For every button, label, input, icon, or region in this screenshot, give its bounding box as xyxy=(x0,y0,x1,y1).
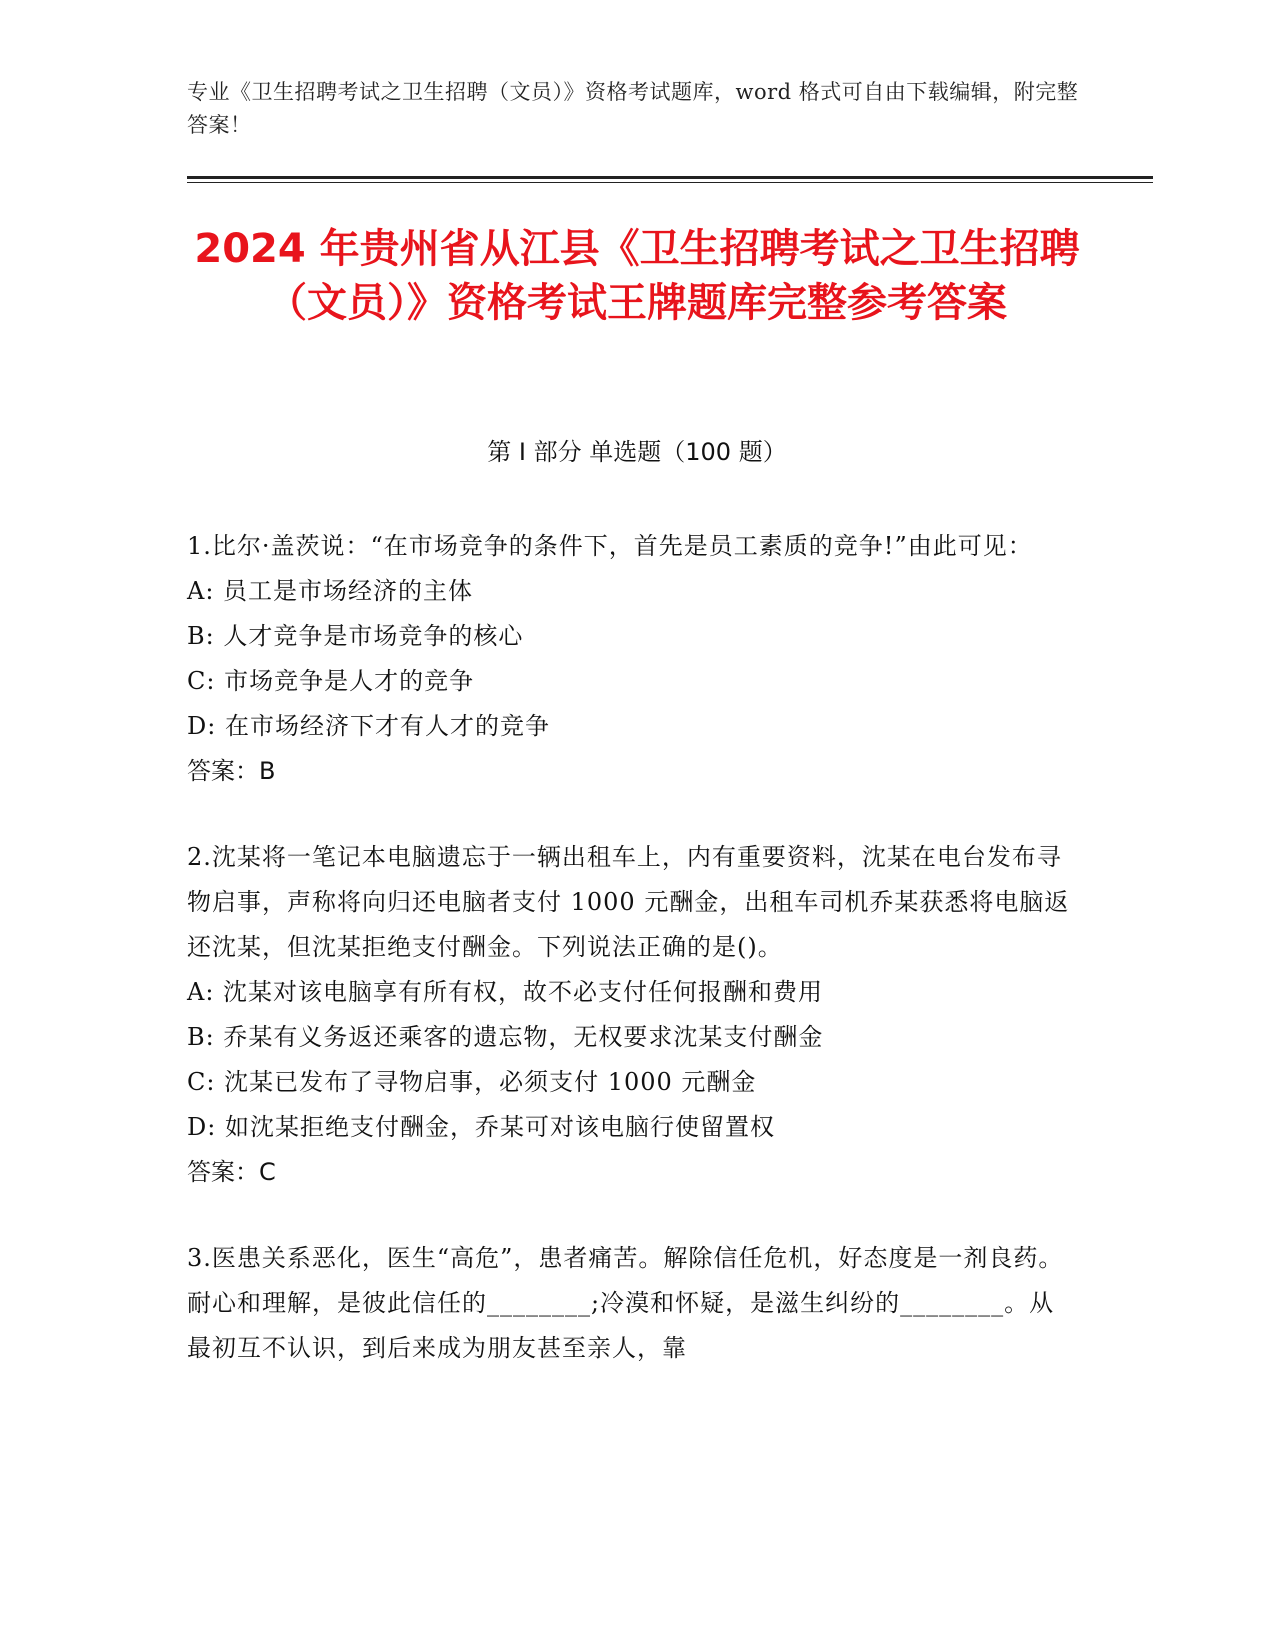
option-b: B: 乔某有义务返还乘客的遗忘物，无权要求沈某支付酬金 xyxy=(187,1023,824,1051)
question-1 xyxy=(187,524,1077,794)
header-note: 专业《卫生招聘考试之卫生招聘（文员）》资格考试题库，word 格式可自由下载编辑，附完整答案！ xyxy=(187,80,1079,137)
option-a: A: 员工是市场经济的主体 xyxy=(187,577,474,605)
answer: 答案：B xyxy=(187,757,276,785)
section-title: 第 I 部分 单选题（100 题） xyxy=(487,438,787,466)
option-d: D: 如沈某拒绝支付酬金，乔某可对该电脑行使留置权 xyxy=(187,1113,775,1141)
question-list xyxy=(187,524,1077,1412)
question-stem: 1.比尔·盖茨说：“在市场竞争的条件下，首先是员工素质的竞争!”由此可见： xyxy=(187,532,1033,560)
question-3 xyxy=(187,1236,1077,1371)
question-stem: 2.沈某将一笔记本电脑遗忘于一辆出租车上，内有重要资料，沈某在电台发布寻物启事，声称将向归还电脑者支付 1000 元酬金，出租车司机乔某获悉将电脑返还沈某，但沈某拒绝支付酬金。下列说法正确的是()。 xyxy=(187,843,1070,961)
answer: 答案：C xyxy=(187,1158,276,1186)
option-c: C: 沈某已发布了寻物启事，必须支付 1000 元酬金 xyxy=(187,1068,757,1096)
option-d: D: 在市场经济下才有人才的竞争 xyxy=(187,712,550,740)
question-stem: 3.医患关系恶化，医生“高危”，患者痛苦。解除信任危机，好态度是一剂良药。耐心和理解，是彼此信任的________;冷漠和怀疑，是滋生纠纷的________。从最初互不认识，到后来成为朋友甚至亲人，靠 xyxy=(187,1244,1064,1362)
header-rule-thick xyxy=(187,176,1153,179)
document-title: 2024 年贵州省从江县《卫生招聘考试之卫生招聘（文员）》资格考试王牌题库完整参考答案 xyxy=(194,226,1080,326)
option-b: B: 人才竞争是市场竞争的核心 xyxy=(187,622,524,650)
option-c: C: 市场竞争是人才的竞争 xyxy=(187,667,475,695)
question-2 xyxy=(187,835,1077,1195)
option-a: A: 沈某对该电脑享有所有权，故不必支付任何报酬和费用 xyxy=(187,978,824,1006)
header-rule-thin xyxy=(187,182,1153,183)
